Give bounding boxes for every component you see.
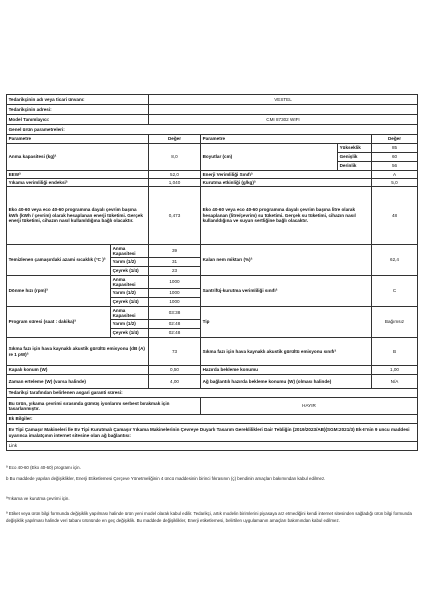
water-consumption-label: Eko 40-60 veya eco 40-60 programına dayalı çevrim başına litre olarak hesaplanan (litre/çevrim) su tüketimi. Gerçek su tüketimi, cihazın nasıl kullanıldığına ve suyun sertliğine bağlı olacaktır. — [201, 187, 372, 245]
spin-half-label: Yarım (1/2) — [111, 289, 149, 298]
spin-quarter-value: 1000 — [149, 298, 201, 307]
product-fiche-table — [6, 94, 418, 451]
footnote-a: ª Eco 40-60 (Eko 40-60) programı için. — [6, 465, 81, 470]
noise-class-value: B — [372, 338, 418, 366]
energy-consumption-label: Eko 40-60 veya eco 40-60 programına dayalı çevrim başına kWh (kWh / çevrim) olarak hesaplanan enerji tüketimi. Gerçek enerji tüketimi, cihazın nasıl kullanıldığına bağlı olacaktır. — [7, 187, 149, 245]
spin-class-label: Santrifüj-kurutma verimliliği sınıfıª — [201, 276, 372, 307]
delay-start-label: Zaman erteleme (W) (varsa halinde) — [7, 375, 149, 389]
moisture-label: Kalan nem miktarı (%)ª — [201, 245, 372, 276]
max-temperature-label: Temizlenen çamaşırdaki azami sıcaklık (°C )ª — [7, 245, 111, 276]
water-consumption-value: 48 — [372, 187, 418, 245]
duration-full-value: 03:38 — [149, 307, 201, 320]
footnote-c: ªYıkama ve kurutma çevrimi için. — [6, 496, 70, 501]
noise-emission-value: 73 — [149, 338, 201, 366]
general-params-label: Genel ürün parametreleri: — [7, 125, 418, 135]
noise-emission-label: Sıkma fazı için hava kaynaklı akustik gürültü emisyonu (dB (A) re 1 pW)ª — [7, 338, 149, 366]
delay-start-value: 4,00 — [149, 375, 201, 389]
capacity-label: Anma kapasitesi (kg)ª — [7, 144, 149, 171]
width-label: Genişlik — [338, 153, 372, 162]
off-mode-label: Kapalı konum (W) — [7, 366, 149, 375]
eewi-label: EEWª — [7, 171, 149, 179]
off-mode-value: 0,50 — [149, 366, 201, 375]
energy-consumption-value: 0,473 — [149, 187, 201, 245]
washing-index-value: 1,040 — [149, 179, 201, 187]
column-param-2: Parametre — [201, 135, 372, 144]
column-value-1: Değer — [149, 135, 201, 144]
temp-quarter-value: 23 — [149, 267, 201, 276]
spin-half-value: 1000 — [149, 289, 201, 298]
regulation-text: Ev Tipi Çamaşır Makineleri İle Ev Tipi Kurutmalı Çamaşır Yıkama Makinelerinin Çevreye Duyarlı Tasarım Gereklilikleri Dair Tebliğin (2019/2023/AB)(SGM:2021/3) Ek-II'nin 9 uncu maddesi uyarınca imalatçının internet sitesine olan ağ bağlantısı: — [7, 424, 418, 442]
supplier-label: Tedarikçinin adı veya ticari ünvanı: — [7, 95, 149, 105]
footnote-d: ª Etiket veya ürün bilgi formunda değişiklik yapılması halinde ürün yeni model olarak kabul edilir. Tedarikçi, artık modelin birimlerini piyasaya arz etmediğini kendi internet sitesinden sağladığı ürün bilgi formunda değişiklik yapılması halinde veri tabanı ürününde en geç değişiklik. Bu maddede değişiklikler, Enerji etiketlemesi, belirtilen uygulamanın amaçları bakımından kabul edilmez. — [6, 511, 412, 523]
model-label: Model Tanımlayıcı: — [7, 115, 149, 125]
height-value: 85 — [372, 144, 418, 153]
height-label: Yükseklik — [338, 144, 372, 153]
networked-standby-label: Ağ bağlantılı hazırda bekleme konumu (W) (olması halinde) — [201, 375, 372, 389]
address-value — [149, 105, 418, 115]
width-value: 60 — [372, 153, 418, 162]
networked-standby-value: N/A — [372, 375, 418, 389]
silver-ions-value: HAYIR — [201, 398, 418, 415]
warranty-label: Tedarikçi tarafından belirlenen asgari garanti süresi: — [7, 389, 418, 398]
spin-full-value: 1000 — [149, 276, 201, 289]
noise-class-label: Sıkma fazı için hava kaynaklı akustik gürültü emisyonu sınıfıª — [201, 338, 372, 366]
duration-half-label: Yarım (1/2) — [111, 320, 149, 329]
capacity-value: 8,0 — [149, 144, 201, 171]
temp-full-label: Anma Kapasitesi — [111, 245, 149, 258]
rinsing-label: Kurutma etkinliği (g/kg)ª — [201, 179, 372, 187]
energy-class-label: Enerji Verimliliği Sınıfıª — [201, 171, 372, 179]
additional-info-label: Ek Bilgiler: — [7, 415, 418, 424]
silver-ions-label: Bu ürün, yıkama çevrimi sırasında gümüş iyonlarını serbest bırakmak için tasarlanmıştır. — [7, 398, 201, 415]
duration-half-value: 02:48 — [149, 320, 201, 329]
address-label: Tedarikçinin adresi: — [7, 105, 149, 115]
type-value: Bağımsız — [372, 307, 418, 338]
model-value: CMI 87302 WIFI — [149, 115, 418, 125]
temp-quarter-label: Çeyrek (1/4) — [111, 267, 149, 276]
washing-index-label: Yıkama verimliliği endeksiª — [7, 179, 149, 187]
supplier-value: VESTEL — [149, 95, 418, 105]
eewi-value: 52,0 — [149, 171, 201, 179]
program-duration-label: Program süresi (saat : dakika)ª — [7, 307, 111, 338]
type-label: Tip — [201, 307, 372, 338]
dimensions-label: Boyutlar (cm) — [201, 144, 338, 171]
standby-label: Hazırda bekleme konumu — [201, 366, 372, 375]
duration-quarter-label: Çeyrek (1/4) — [111, 329, 149, 338]
spin-class-value: C — [372, 276, 418, 307]
temp-full-value: 39 — [149, 245, 201, 258]
column-value-2: Değer — [372, 135, 418, 144]
moisture-value: 62,4 — [372, 245, 418, 276]
rinsing-value: 5,0 — [372, 179, 418, 187]
spin-full-label: Anma Kapasitesi — [111, 276, 149, 289]
spin-quarter-label: Çeyrek (1/4) — [111, 298, 149, 307]
standby-value: 1,00 — [372, 366, 418, 375]
energy-class-value: A — [372, 171, 418, 179]
temp-half-label: Yarım (1/2) — [111, 258, 149, 267]
depth-label: Derinlik — [338, 162, 372, 171]
depth-value: 56 — [372, 162, 418, 171]
link-label[interactable]: Link — [7, 442, 418, 451]
spin-speed-label: Dönme hızı (rpm)ª — [7, 276, 111, 307]
duration-quarter-value: 02:48 — [149, 329, 201, 338]
footnote-b: b Bu maddede yapılan değişiklikler, Enerji Etiketlemesi Çerçeve Yönetmeliğinin 4 üncü maddesinin birinci fıkrasının (ç) bendinin amaçları bakımından kabul edilmez. — [6, 476, 326, 481]
temp-half-value: 31 — [149, 258, 201, 267]
column-param-1: Parametre — [7, 135, 149, 144]
duration-full-label: Anma Kapasitesi — [111, 307, 149, 320]
